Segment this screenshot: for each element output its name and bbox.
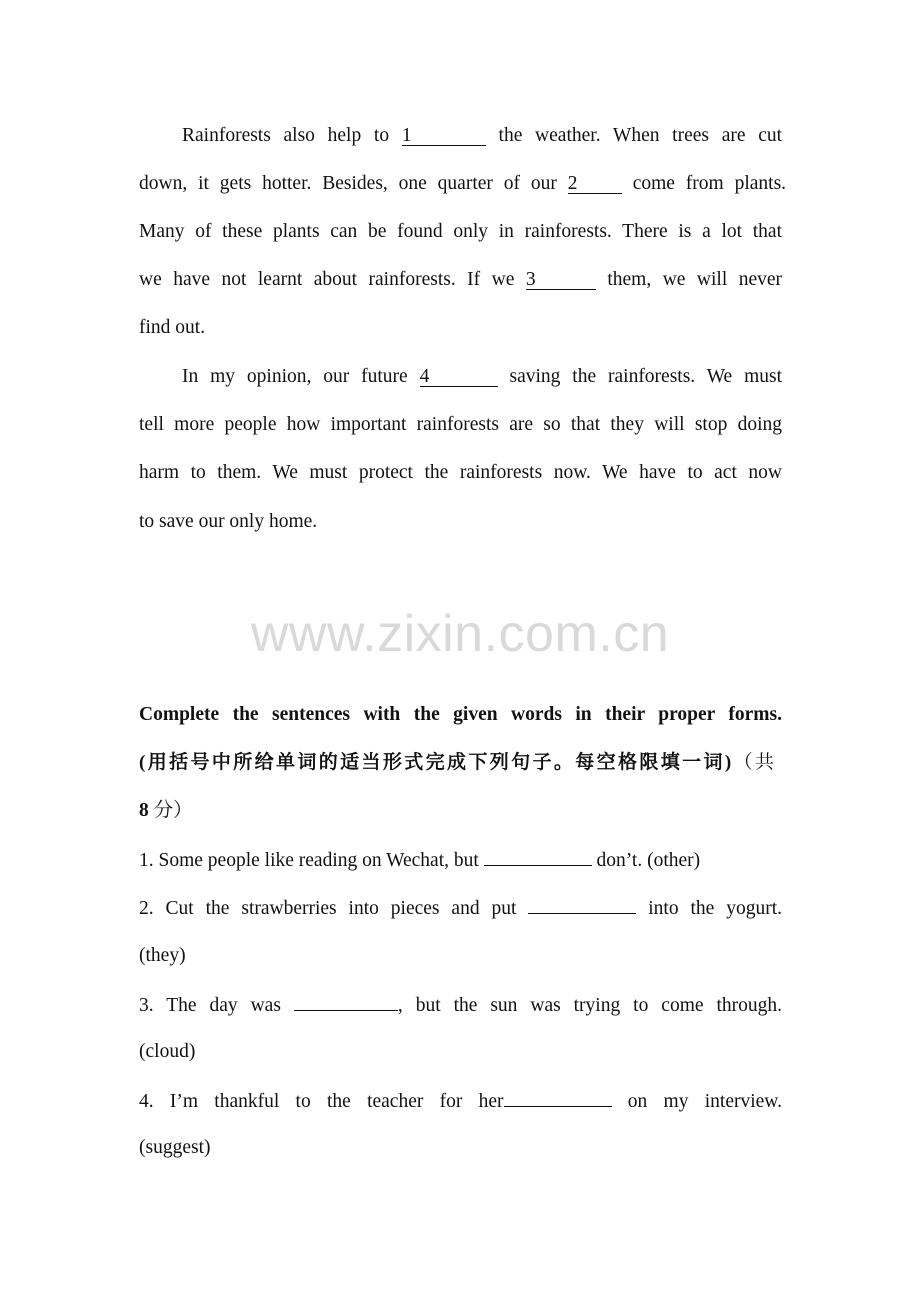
answer-blank-4[interactable] xyxy=(504,1088,612,1107)
passage-line xyxy=(139,172,786,196)
passage-text: find out. xyxy=(139,317,206,338)
score-open: （共 xyxy=(731,752,774,773)
answer-blank-3[interactable] xyxy=(294,992,398,1011)
question-text: 4. I’m thankful to the teacher for her xyxy=(139,1091,504,1112)
score-line xyxy=(139,799,782,823)
passage-text: Rainforests also help to xyxy=(182,125,390,146)
question-text: 2. Cut the strawberries into pieces and put xyxy=(139,898,517,919)
answer-blank-2[interactable] xyxy=(528,895,636,914)
passage-text: In my opinion, our future xyxy=(182,366,408,387)
section-instruction-cn xyxy=(139,751,774,775)
question-4 xyxy=(139,1088,782,1114)
question-text: , but the sun was trying to come through. xyxy=(397,995,782,1016)
passage-line xyxy=(139,316,782,340)
passage-text: Many of these plants can be found only in rainforests. There is a lot that xyxy=(139,221,782,242)
question-text: 3. The day was xyxy=(139,995,281,1016)
question-hint xyxy=(139,944,782,968)
question-text: into the yogurt. xyxy=(648,898,783,919)
instruction-en: Complete the sentences with the given words in their proper forms. xyxy=(139,704,782,725)
passage-text: come from plants. xyxy=(632,173,787,194)
passage-line xyxy=(139,413,782,437)
passage-line xyxy=(182,124,782,148)
question-1 xyxy=(139,847,782,873)
question-text: don’t. (other) xyxy=(596,850,701,871)
passage-text: harm to them. We must protect the rainforests now. We have to act now xyxy=(139,462,782,483)
instruction-cn: (用括号中所给单词的适当形式完成下列句子。每空格限填一词) xyxy=(139,752,732,773)
question-3 xyxy=(139,992,782,1018)
passage-line xyxy=(139,220,782,244)
score-close: 分） xyxy=(153,800,193,821)
blank-1[interactable]: 1 xyxy=(402,126,486,146)
watermark: www.zixin.com.cn xyxy=(250,605,670,663)
passage-line xyxy=(182,365,782,389)
passage-line xyxy=(139,461,782,485)
question-hint xyxy=(139,1136,782,1160)
passage-line xyxy=(139,510,782,534)
question-text: on my interview. xyxy=(627,1091,782,1112)
passage-text: tell more people how important rainforests are so that they will stop doing xyxy=(139,414,782,435)
passage-text: we have not learnt about rainforests. If we xyxy=(139,269,515,290)
passage-text: the weather. When trees are cut xyxy=(498,125,783,146)
blank-3[interactable]: 3 xyxy=(526,270,596,290)
hint-text: (cloud) xyxy=(139,1041,196,1062)
hint-text: (they) xyxy=(139,945,186,966)
passage-text: them, we will never xyxy=(607,269,783,290)
question-2 xyxy=(139,895,782,921)
score-points: 8 xyxy=(139,800,149,821)
hint-text: (suggest) xyxy=(139,1137,211,1158)
blank-4[interactable]: 4 xyxy=(420,367,498,387)
passage-text: down, it gets hotter. Besides, one quarter of our xyxy=(139,173,557,194)
passage-line xyxy=(139,268,782,292)
question-hint xyxy=(139,1040,782,1064)
answer-blank-1[interactable] xyxy=(484,847,592,866)
passage-text: saving the rainforests. We must xyxy=(509,366,783,387)
passage-text: to save our only home. xyxy=(139,511,318,532)
blank-2[interactable]: 2 xyxy=(568,174,622,194)
section-instruction xyxy=(139,703,782,727)
question-text: 1. Some people like reading on Wechat, but xyxy=(139,850,479,871)
